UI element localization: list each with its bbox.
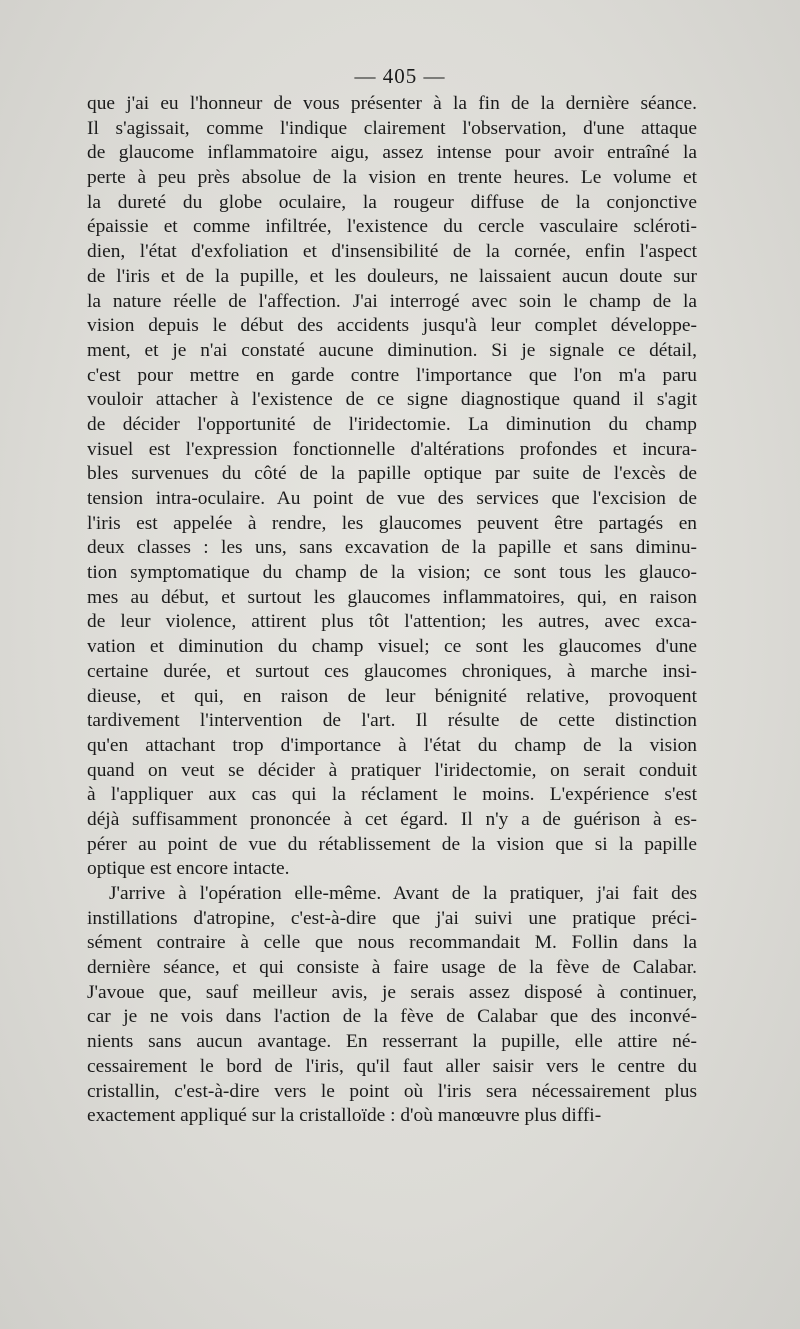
text-line: quand on veut se décider à pratiquer l'iridectomie, on serait conduit: [87, 759, 697, 781]
text-line: bles survenues du côté de la papille optique par suite de l'excès de: [87, 463, 697, 485]
text-line: sément contraire à celle que nous recommandait M. Follin dans la: [87, 932, 697, 954]
text-line: tion symptomatique du champ de la vision; ce sont tous les glauco-: [87, 562, 697, 584]
text-line: pérer au point de vue du rétablissement de la vision que si la papille: [87, 833, 697, 855]
text-line: la dureté du globe oculaire, la rougeur diffuse de la conjonctive: [87, 191, 697, 213]
text-line: vision depuis le début des accidents jusqu'à leur complet développe-: [87, 315, 697, 337]
text-line: certaine durée, et surtout ces glaucomes chroniques, à marche insi-: [87, 660, 697, 682]
text-line: de l'iris et de la pupille, et les douleurs, ne laissaient aucun doute sur: [87, 265, 697, 287]
text-line: de glaucome inflammatoire aigu, assez intense pour avoir entraîné la: [87, 142, 697, 164]
text-line: visuel est l'expression fonctionnelle d'altérations profondes et incura-: [87, 438, 697, 460]
paragraph: [87, 882, 697, 1129]
text-line: dernière séance, et qui consiste à faire usage de la fève de Calabar.: [87, 957, 697, 979]
text-line: vouloir attacher à l'existence de ce signe diagnostique quand il s'agit: [87, 389, 697, 411]
text-line: de décider l'opportunité de l'iridectomie. La diminution du champ: [87, 413, 697, 435]
text-line: optique est encore intacte.: [87, 858, 290, 880]
text-line: nients sans aucun avantage. En resserrant la pupille, elle attire né-: [87, 1031, 697, 1053]
text-line: exactement appliqué sur la cristalloïde : d'où manœuvre plus diffi-: [87, 1105, 602, 1127]
text-line: tardivement l'intervention de l'art. Il résulte de cette distinction: [87, 710, 697, 732]
text-line: tension intra-oculaire. Au point de vue des services que l'excision de: [87, 488, 697, 509]
text-line: instillations d'atropine, c'est-à-dire que j'ai suivi une pratique préci-: [87, 907, 697, 929]
text-line: ment, et je n'ai constaté aucune diminution. Si je signale ce détail,: [87, 339, 697, 361]
text-line: perte à peu près absolue de la vision en trente heures. Le volume et: [87, 167, 697, 189]
text-line: dien, l'état d'exfoliation et d'insensibilité de la cornée, enfin l'aspect: [87, 241, 697, 263]
text-line: la nature réelle de l'affection. J'ai interrogé avec soin le champ de la: [87, 290, 697, 312]
text-line: que j'ai eu l'honneur de vous présenter à la fin de la dernière séance.: [87, 93, 697, 114]
page-number: — 405 —: [354, 64, 446, 88]
text-line: car je ne vois dans l'action de la fève de Calabar que des inconvé-: [87, 1006, 697, 1028]
text-line: J'arrive à l'opération elle-même. Avant de la pratiquer, j'ai fait des: [109, 883, 697, 904]
text-line: cristallin, c'est-à-dire vers le point où l'iris sera nécessairement plus: [87, 1080, 697, 1102]
text-line: vation et diminution du champ visuel; ce sont les glaucomes d'une: [87, 636, 697, 658]
text-line: épaissie et comme infiltrée, l'existence du cercle vasculaire scléroti-: [87, 216, 697, 238]
text-line: déjà suffisamment prononcée à cet égard. Il n'y a de guérison à es-: [87, 808, 697, 830]
body-text: [87, 92, 697, 1129]
text-line: de leur violence, attirent plus tôt l'attention; les autres, avec exca-: [87, 611, 697, 633]
text-line: l'iris est appelée à rendre, les glaucomes peuvent être partagés en: [87, 512, 697, 534]
text-line: mes au début, et surtout les glaucomes inflammatoires, qui, en raison: [87, 586, 697, 608]
text-line: à l'appliquer aux cas qui la réclament le moins. L'expérience s'est: [87, 784, 697, 806]
text-line: deux classes : les uns, sans excavation de la papille et sans diminu-: [87, 537, 697, 559]
text-line: J'avoue que, sauf meilleur avis, je serais assez disposé à continuer,: [87, 981, 697, 1003]
paragraph: [87, 92, 697, 882]
text-line: qu'en attachant trop d'importance à l'état du champ de la vision: [87, 734, 697, 756]
text-line: dieuse, et qui, en raison de leur bénignité relative, provoquent: [87, 685, 697, 707]
text-line: c'est pour mettre en garde contre l'importance que l'on m'a paru: [87, 364, 697, 386]
text-line: cessairement le bord de l'iris, qu'il faut aller saisir vers le centre du: [87, 1055, 697, 1077]
text-line: Il s'agissait, comme l'indique clairement l'observation, d'une attaque: [87, 117, 697, 139]
